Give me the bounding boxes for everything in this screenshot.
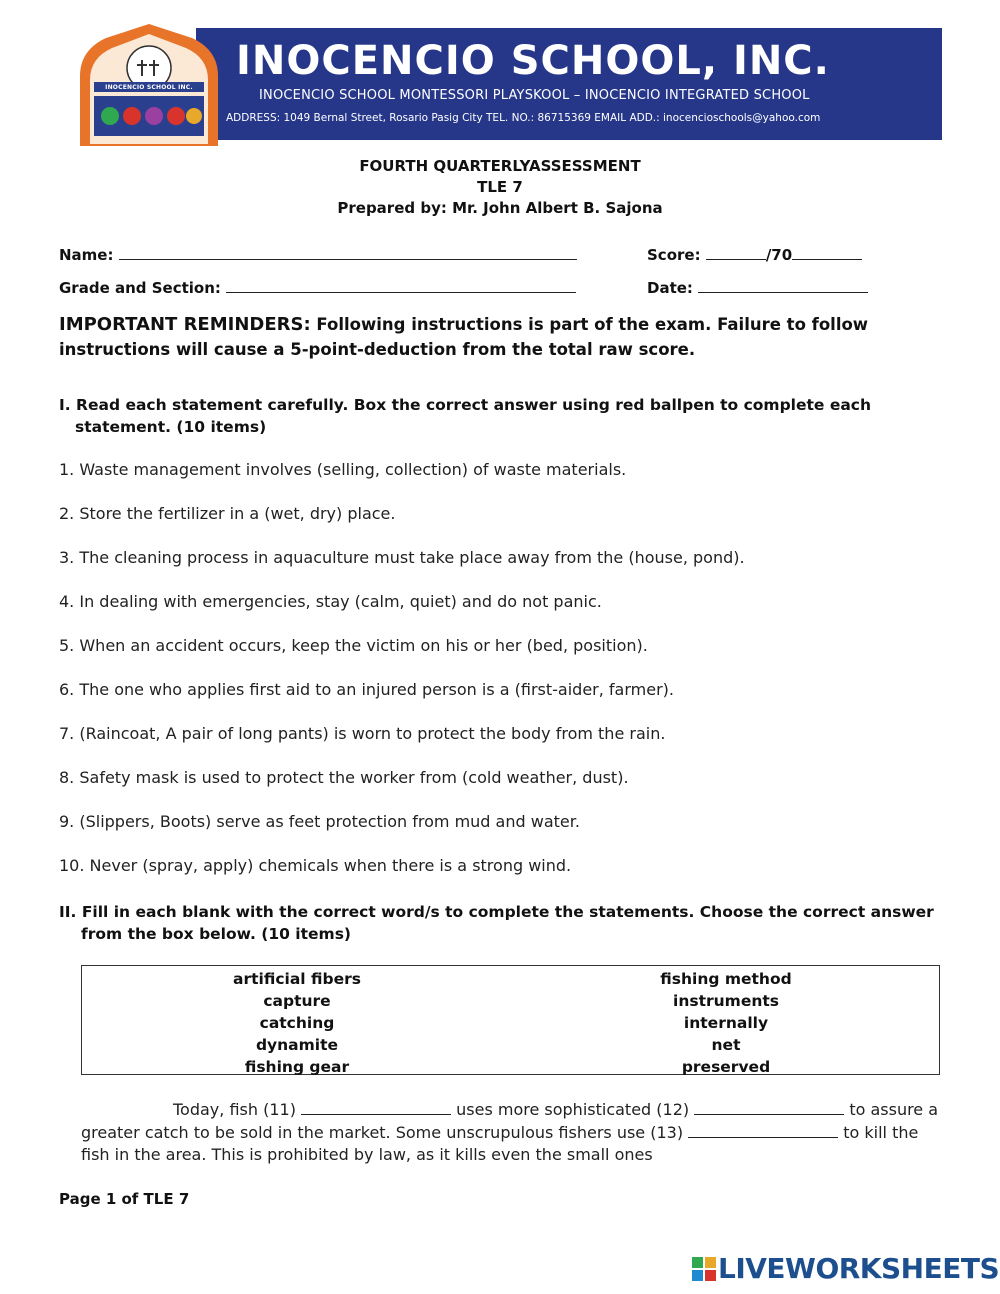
liveworksheets-logo	[692, 1252, 999, 1286]
question-1[interactable]: 1. Waste management involves (selling, collection) of waste materials.	[59, 460, 627, 479]
date-line[interactable]	[698, 280, 868, 293]
grade-line[interactable]	[226, 280, 576, 293]
date-label: Date:	[647, 279, 693, 297]
question-5[interactable]: 5. When an accident occurs, keep the victim on his or her (bed, position).	[59, 636, 648, 655]
para-part-1: Today, fish (11)	[173, 1100, 296, 1119]
word-bank-item: dynamite	[255, 1036, 339, 1054]
score-total: /70	[765, 246, 793, 264]
para-part-2: uses more sophisticated (12)	[456, 1100, 690, 1119]
grade-label: Grade and Section:	[59, 279, 221, 297]
question-2[interactable]: 2. Store the fertilizer in a (wet, dry) place.	[59, 504, 396, 523]
liveworksheets-cubes-icon	[692, 1257, 716, 1281]
word-bank-item: catching	[259, 1014, 335, 1032]
word-bank-box	[81, 965, 940, 1075]
question-7[interactable]: 7. (Raincoat, A pair of long pants) is worn to protect the body from the rain.	[59, 724, 666, 743]
title-line-2: TLE 7	[477, 178, 523, 196]
question-10[interactable]: 10. Never (spray, apply) chemicals when there is a strong wind.	[59, 856, 572, 875]
word-bank-right	[511, 968, 941, 1078]
question-9[interactable]: 9. (Slippers, Boots) serve as feet protection from mud and water.	[59, 812, 580, 831]
blank-12[interactable]	[694, 1100, 844, 1115]
title-line-1: FOURTH QUARTERLYASSESSMENT	[359, 157, 641, 175]
word-bank-item: capture	[263, 992, 331, 1010]
question-6[interactable]: 6. The one who applies first aid to an injured person is a (first-aider, farmer).	[59, 680, 674, 699]
word-bank-left	[82, 968, 512, 1078]
school-name: INOCENCIO SCHOOL, INC.	[236, 38, 830, 84]
grade-section-field[interactable]	[59, 279, 576, 297]
blank-11[interactable]	[301, 1100, 451, 1115]
word-bank-item: preserved	[681, 1058, 771, 1076]
reminders-text: Following instructions is part of the exam. Failure to follow instructions will cause a 5-point-deduction from the total raw score.	[59, 315, 869, 359]
word-bank-item: fishing method	[660, 970, 792, 988]
school-address: ADDRESS: 1049 Bernal Street, Rosario Pasig City TEL. NO.: 86715369 EMAIL ADD.: inocencioschools@yahoo.com	[226, 112, 821, 124]
exam-title	[0, 156, 1000, 219]
title-line-3: Prepared by: Mr. John Albert B. Sajona	[337, 199, 663, 217]
school-banner	[76, 24, 942, 148]
page-footer: Page 1 of TLE 7	[59, 1190, 190, 1208]
section-2-heading: II. Fill in each blank with the correct word/s to complete the statements. Choose the correct answer from the box below. (10 items)	[59, 903, 934, 943]
question-3[interactable]: 3. The cleaning process in aquaculture must take place away from the (house, pond).	[59, 548, 745, 567]
blank-13[interactable]	[688, 1123, 838, 1138]
word-bank-item: fishing gear	[244, 1058, 350, 1076]
section-1-heading: I. Read each statement carefully. Box the correct answer using red ballpen to complete each statement. (10 items)	[59, 396, 872, 436]
reminders-lead: IMPORTANT REMINDERS:	[59, 314, 311, 335]
word-bank-item: net	[711, 1036, 741, 1054]
date-field[interactable]	[647, 279, 868, 297]
important-reminders	[59, 312, 919, 362]
name-line[interactable]	[119, 247, 577, 260]
score-line[interactable]	[706, 247, 766, 260]
para-part-3: to assure a greater catch to be sold in the market. Some unscrupulous fishers use (13)	[81, 1100, 939, 1142]
word-bank-item: artificial fibers	[233, 970, 361, 988]
score-label: Score:	[647, 246, 701, 264]
fill-in-paragraph	[81, 1099, 941, 1167]
seal-label: INOCENCIO SCHOOL INC.	[105, 84, 193, 91]
question-4[interactable]: 4. In dealing with emergencies, stay (calm, quiet) and do not panic.	[59, 592, 602, 611]
score-field[interactable]	[647, 246, 862, 264]
score-line-2	[792, 247, 862, 260]
name-label: Name:	[59, 246, 114, 264]
school-subtitle: INOCENCIO SCHOOL MONTESSORI PLAYSKOOL – INOCENCIO INTEGRATED SCHOOL	[259, 88, 810, 103]
liveworksheets-text: LIVEWORKSHEETS	[718, 1252, 1000, 1285]
para-part-4: to kill the fish in the area. This is prohibited by law, as it kills even the small ones	[81, 1122, 919, 1164]
word-bank-item: instruments	[673, 992, 779, 1010]
question-8[interactable]: 8. Safety mask is used to protect the worker from (cold weather, dust).	[59, 768, 629, 787]
name-field[interactable]	[59, 246, 577, 264]
word-bank-item: internally	[683, 1014, 769, 1032]
